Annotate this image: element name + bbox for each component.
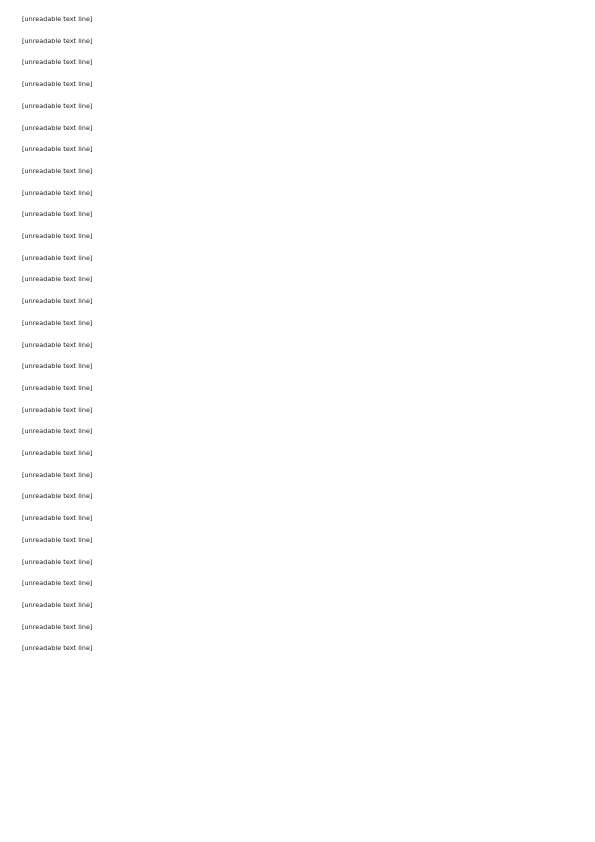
paragraph: [unreadable text line] <box>22 644 93 653</box>
paragraph: [unreadable text line] <box>22 470 93 479</box>
paragraph: [unreadable text line] <box>22 297 93 306</box>
paragraph: [unreadable text line] <box>22 579 93 588</box>
paragraph: [unreadable text line] <box>22 492 93 501</box>
paragraph: [unreadable text line] <box>22 15 93 23</box>
paragraph: [unreadable text line] <box>22 275 93 284</box>
paragraph: [unreadable text line] <box>22 535 93 544</box>
paragraph: [unreadable text line] <box>22 123 93 132</box>
paragraph: [unreadable text line] <box>22 340 93 349</box>
paragraph: [unreadable text line] <box>22 362 93 371</box>
paragraph: [unreadable text line] <box>22 166 93 175</box>
section-heading: [unreadable text line] <box>22 622 93 631</box>
paragraph: [unreadable text line] <box>22 405 93 414</box>
section-heading: [unreadable text line] <box>22 188 93 197</box>
section-heading: [unreadable text line] <box>22 210 93 219</box>
paragraph: [unreadable text line] <box>22 36 93 45</box>
paragraph: [unreadable text line] <box>22 557 93 566</box>
paragraph: [unreadable text line] <box>22 600 93 609</box>
paragraph: [unreadable text line] <box>22 145 93 154</box>
paragraph: [unreadable text line] <box>22 383 93 392</box>
section-heading: [unreadable text line] <box>22 101 93 110</box>
note-heading: [unreadable text line] <box>22 318 93 327</box>
paragraph: [unreadable text line] <box>22 232 93 241</box>
section-heading: [unreadable text line] <box>22 449 93 458</box>
paragraph: [unreadable text line] <box>22 253 93 262</box>
section-heading: [unreadable text line] <box>22 514 93 523</box>
paragraph: [unreadable text line] <box>22 427 93 436</box>
paragraph: [unreadable text line] <box>22 58 93 67</box>
paragraph: [unreadable text line] <box>22 80 93 89</box>
